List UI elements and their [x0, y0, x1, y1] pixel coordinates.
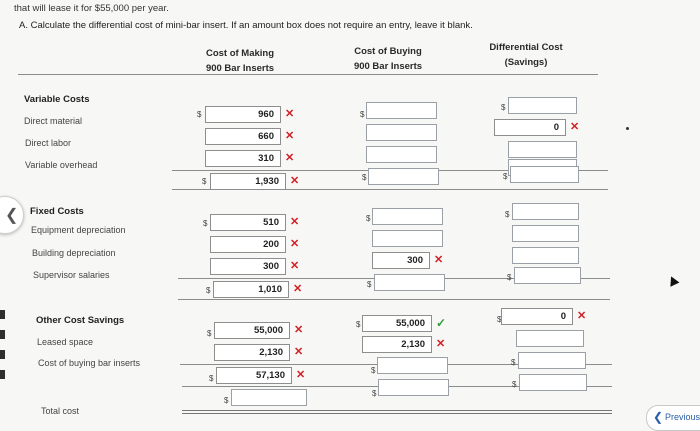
dollar-sign: $ [202, 177, 207, 186]
ruler-mark [0, 330, 5, 339]
correct-mark-icon: ✓ [436, 316, 447, 330]
making-building-depreciation-input[interactable]: 200 [210, 236, 286, 253]
buying-leased-space-input[interactable]: 55,000 [362, 315, 432, 332]
dollar-sign: $ [501, 103, 506, 112]
incorrect-mark-icon: ✕ [436, 338, 446, 350]
buying-cost-of-buying-input[interactable]: 2,130 [362, 336, 432, 353]
back-button[interactable] [0, 196, 24, 234]
incorrect-mark-icon: ✕ [290, 238, 300, 250]
making-direct-labor-input[interactable]: 660 [205, 128, 281, 145]
incorrect-mark-icon: ✕ [434, 254, 444, 266]
diff-equipment-depreciation-input[interactable] [512, 203, 579, 220]
dollar-sign: $ [512, 380, 517, 389]
row-label-direct-labor: Direct labor [25, 138, 72, 148]
incorrect-mark-icon: ✕ [290, 260, 300, 272]
buying-variable-overhead-input[interactable] [366, 146, 437, 163]
section-rule [172, 189, 608, 190]
buying-other-total-input[interactable] [377, 357, 448, 374]
dollar-sign: $ [372, 389, 377, 398]
fixed-costs-title: Fixed Costs [30, 206, 84, 217]
making-grand-total-input[interactable] [231, 389, 307, 406]
dollar-sign: $ [503, 172, 508, 181]
dollar-sign: $ [209, 374, 214, 383]
buying-direct-labor-input[interactable] [366, 124, 437, 141]
making-variable-total-input[interactable]: 1,930 [210, 173, 286, 190]
buying-building-depreciation-input[interactable] [372, 230, 443, 247]
dollar-sign: $ [206, 286, 211, 295]
total-rule [182, 410, 612, 411]
diff-fixed-total-input[interactable] [514, 267, 581, 284]
row-label-equipment-depreciation: Equipment depreciation [31, 225, 126, 235]
dollar-sign: $ [360, 110, 365, 119]
variable-costs-title: Variable Costs [24, 94, 90, 105]
header-making: Cost of Making 900 Bar Inserts [205, 48, 275, 74]
dollar-sign: $ [207, 329, 212, 338]
intro-text: that will lease it for $55,000 per year. [14, 3, 169, 14]
making-direct-material-input[interactable]: 960 [205, 106, 281, 123]
dollar-sign: $ [505, 210, 510, 219]
previous-button[interactable] [646, 405, 700, 431]
incorrect-mark-icon: ✕ [293, 283, 303, 295]
dollar-sign: $ [203, 219, 208, 228]
dollar-sign: $ [371, 366, 376, 375]
row-label-supervisor-salaries: Supervisor salaries [33, 270, 110, 280]
dollar-sign: $ [507, 273, 512, 282]
diff-grand-total-input[interactable] [519, 374, 587, 391]
row-label-variable-overhead: Variable overhead [25, 160, 98, 170]
diff-direct-material-input[interactable]: 0 [494, 119, 566, 136]
diff-other-total-input[interactable] [518, 352, 586, 369]
buying-grand-total-input[interactable] [378, 379, 449, 396]
buying-supervisor-salaries-input[interactable]: 300 [372, 252, 430, 269]
stray-dot [626, 127, 629, 130]
making-equipment-depreciation-input[interactable]: 510 [210, 214, 286, 231]
making-leased-space-input[interactable]: 55,000 [214, 322, 290, 339]
dollar-sign: $ [367, 280, 372, 289]
diff-building-depreciation-input[interactable] [512, 225, 579, 242]
diff-variable-total-input[interactable] [510, 166, 579, 183]
incorrect-mark-icon: ✕ [577, 310, 587, 322]
chevron-left-icon: ❮ [5, 207, 19, 224]
row-label-direct-material: Direct material [24, 116, 83, 126]
question-text: A. Calculate the differential cost of mini-bar insert. If an amount box does not require an entry, leave it blank. [19, 20, 473, 31]
incorrect-mark-icon: ✕ [285, 130, 295, 142]
incorrect-mark-icon: ✕ [294, 346, 304, 358]
making-variable-overhead-input[interactable]: 310 [205, 150, 281, 167]
incorrect-mark-icon: ✕ [296, 369, 306, 381]
dollar-sign: $ [356, 320, 361, 329]
ruler-mark [0, 350, 5, 359]
row-label-leased-space: Leased space [37, 337, 94, 347]
incorrect-mark-icon: ✕ [294, 324, 304, 336]
total-double-rule [182, 413, 612, 414]
ruler-mark [0, 370, 5, 379]
row-label-total-cost: Total cost [41, 406, 80, 416]
diff-leased-space-input[interactable]: 0 [501, 308, 573, 325]
dollar-sign: $ [197, 110, 202, 119]
incorrect-mark-icon: ✕ [285, 152, 295, 164]
incorrect-mark-icon: ✕ [570, 121, 580, 133]
other-cost-savings-title: Other Cost Savings [36, 315, 125, 326]
dollar-sign: $ [224, 396, 229, 405]
dollar-sign: $ [366, 214, 371, 223]
making-fixed-total-input[interactable]: 1,010 [213, 281, 289, 298]
dollar-sign: $ [511, 358, 516, 367]
diff-variable-header-input[interactable] [508, 97, 577, 114]
row-label-building-depreciation: Building depreciation [32, 248, 116, 258]
making-supervisor-salaries-input[interactable]: 300 [210, 258, 286, 275]
buying-equipment-depreciation-input[interactable] [372, 208, 443, 225]
row-label-cost-of-buying-bar-inserts: Cost of buying bar inserts [38, 358, 141, 368]
buying-variable-total-input[interactable] [368, 168, 439, 185]
making-other-total-input[interactable]: 57,130 [216, 367, 292, 384]
dollar-sign: $ [362, 173, 367, 182]
mouse-cursor-icon [667, 274, 680, 286]
header-rule [18, 74, 598, 75]
diff-supervisor-salaries-input[interactable] [512, 247, 579, 264]
diff-direct-labor-input[interactable] [508, 141, 577, 158]
diff-cost-of-buying-input[interactable] [516, 330, 584, 347]
ruler-mark [0, 310, 5, 319]
incorrect-mark-icon: ✕ [290, 216, 300, 228]
making-cost-of-buying-input[interactable]: 2,130 [214, 344, 290, 361]
incorrect-mark-icon: ✕ [290, 175, 300, 187]
buying-direct-material-input[interactable] [366, 102, 437, 119]
dollar-sign: $ [497, 315, 502, 324]
incorrect-mark-icon: ✕ [285, 108, 295, 120]
header-buying: Cost of Buying 900 Bar Inserts [353, 46, 423, 72]
previous-button-label: Previous [665, 412, 700, 422]
header-differential: Differential Cost (Savings) [489, 42, 563, 68]
chevron-left-icon: ❮ [653, 410, 664, 424]
section-rule [178, 299, 610, 300]
buying-fixed-total-input[interactable] [374, 274, 445, 291]
